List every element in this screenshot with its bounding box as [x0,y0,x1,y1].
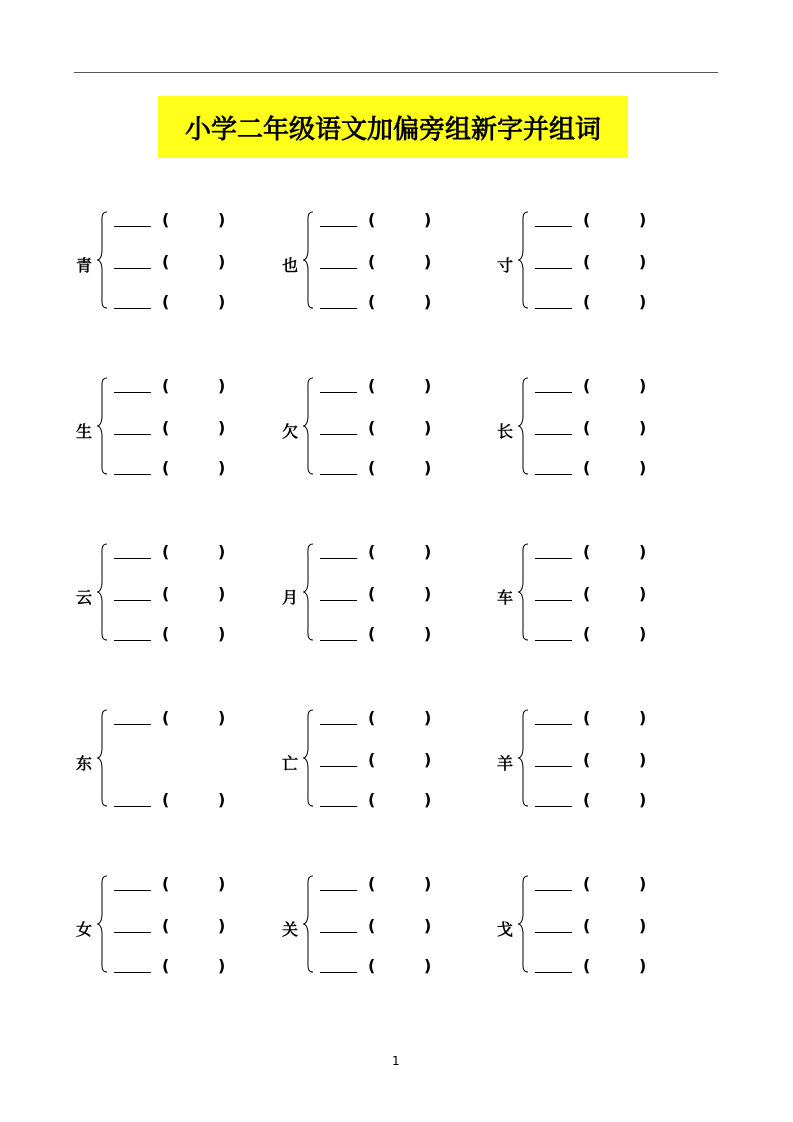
answer-line[interactable] [320,376,500,400]
answer-line[interactable] [320,956,500,980]
fill-in-blank[interactable] [114,474,151,475]
open-paren: ( [368,542,376,561]
answer-line[interactable] [114,542,294,566]
close-paren: ) [639,418,647,437]
fill-in-blank[interactable] [320,890,357,891]
answer-line[interactable] [535,750,715,774]
close-paren: ) [424,376,432,395]
close-paren: ) [424,292,432,311]
answer-line[interactable] [535,376,715,400]
open-paren: ( [162,458,170,477]
answer-line[interactable] [535,292,715,316]
close-paren: ) [639,292,647,311]
word-group [497,874,697,984]
word-group [497,210,697,320]
open-paren: ( [368,292,376,311]
open-paren: ( [162,252,170,271]
fill-in-blank[interactable] [535,268,572,269]
curly-brace-icon [96,874,108,974]
close-paren: ) [639,790,647,809]
answer-line[interactable] [320,210,500,234]
close-paren: ) [424,210,432,229]
close-paren: ) [639,624,647,643]
close-paren: ) [424,750,432,769]
open-paren: ( [583,708,591,727]
word-group [497,376,697,486]
fill-in-blank[interactable] [114,806,151,807]
close-paren: ) [424,790,432,809]
answer-line[interactable] [535,458,715,482]
open-paren: ( [162,584,170,603]
base-character: 长 [497,422,514,441]
answer-line[interactable] [320,292,500,316]
word-group [76,210,276,320]
answer-line[interactable] [114,916,294,940]
answer-line[interactable] [114,790,294,814]
fill-in-blank[interactable] [535,392,572,393]
answer-line[interactable] [320,584,500,608]
answer-line[interactable] [320,458,500,482]
close-paren: ) [639,750,647,769]
answer-line[interactable] [114,458,294,482]
open-paren: ( [368,624,376,643]
answer-line[interactable] [114,210,294,234]
open-paren: ( [162,790,170,809]
open-paren: ( [368,376,376,395]
open-paren: ( [162,956,170,975]
base-character: 东 [76,754,93,773]
word-group [282,542,482,652]
answer-line[interactable] [535,624,715,648]
answer-line[interactable] [535,542,715,566]
close-paren: ) [218,790,226,809]
open-paren: ( [583,584,591,603]
close-paren: ) [218,874,226,893]
fill-in-blank[interactable] [535,766,572,767]
close-paren: ) [218,376,226,395]
open-paren: ( [583,418,591,437]
open-paren: ( [368,790,376,809]
answer-line[interactable] [114,708,294,732]
close-paren: ) [218,624,226,643]
answer-line[interactable] [114,376,294,400]
fill-in-blank[interactable] [320,268,357,269]
answer-line[interactable] [320,542,500,566]
close-paren: ) [218,916,226,935]
curly-brace-icon [517,874,529,974]
close-paren: ) [218,418,226,437]
fill-in-blank[interactable] [320,806,357,807]
close-paren: ) [424,874,432,893]
close-paren: ) [218,542,226,561]
fill-in-blank[interactable] [114,558,151,559]
curly-brace-icon [302,376,314,476]
answer-line[interactable] [320,252,500,276]
word-group [282,376,482,486]
base-character: 车 [497,588,514,607]
open-paren: ( [368,418,376,437]
word-group [76,874,276,984]
word-group [76,542,276,652]
open-paren: ( [368,252,376,271]
curly-brace-icon [517,542,529,642]
fill-in-blank[interactable] [320,972,357,973]
fill-in-blank[interactable] [114,392,151,393]
fill-in-blank[interactable] [535,474,572,475]
fill-in-blank[interactable] [320,474,357,475]
close-paren: ) [424,624,432,643]
close-paren: ) [218,458,226,477]
fill-in-blank[interactable] [320,308,357,309]
close-paren: ) [639,956,647,975]
open-paren: ( [368,916,376,935]
fill-in-blank[interactable] [114,268,151,269]
answer-line[interactable] [114,418,294,442]
answer-line[interactable] [320,750,500,774]
word-group [282,874,482,984]
fill-in-blank[interactable] [320,600,357,601]
answer-line[interactable] [535,708,715,732]
answer-line[interactable] [320,418,500,442]
fill-in-blank[interactable] [114,434,151,435]
close-paren: ) [639,210,647,229]
answer-line[interactable] [114,292,294,316]
fill-in-blank[interactable] [114,308,151,309]
answer-line[interactable] [535,210,715,234]
curly-brace-icon [517,210,529,310]
word-group [282,708,482,818]
open-paren: ( [368,874,376,893]
fill-in-blank[interactable] [114,600,151,601]
close-paren: ) [218,252,226,271]
close-paren: ) [424,252,432,271]
fill-in-blank[interactable] [320,558,357,559]
fill-in-blank[interactable] [320,392,357,393]
curly-brace-icon [302,708,314,808]
close-paren: ) [424,458,432,477]
base-character: 亡 [282,754,299,773]
close-paren: ) [639,458,647,477]
curly-brace-icon [96,376,108,476]
answer-line[interactable] [535,916,715,940]
answer-line[interactable] [535,252,715,276]
base-character: 羊 [497,754,514,773]
close-paren: ) [218,292,226,311]
open-paren: ( [368,458,376,477]
close-paren: ) [218,210,226,229]
answer-line[interactable] [320,624,500,648]
base-character: 云 [76,588,93,607]
base-character: 月 [282,588,299,607]
open-paren: ( [583,542,591,561]
answer-line[interactable] [535,874,715,898]
open-paren: ( [162,292,170,311]
fill-in-blank[interactable] [535,434,572,435]
answer-line[interactable] [535,790,715,814]
answer-line[interactable] [535,956,715,980]
fill-in-blank[interactable] [114,640,151,641]
fill-in-blank[interactable] [320,724,357,725]
open-paren: ( [368,584,376,603]
fill-in-blank[interactable] [535,724,572,725]
close-paren: ) [218,708,226,727]
open-paren: ( [162,542,170,561]
open-paren: ( [368,750,376,769]
answer-line[interactable] [114,874,294,898]
open-paren: ( [583,458,591,477]
answer-line[interactable] [535,418,715,442]
base-character: 女 [76,920,93,939]
open-paren: ( [368,210,376,229]
open-paren: ( [583,292,591,311]
base-character: 关 [282,920,299,939]
answer-line[interactable] [320,916,500,940]
close-paren: ) [424,542,432,561]
answer-line[interactable] [114,584,294,608]
close-paren: ) [424,916,432,935]
close-paren: ) [639,542,647,561]
fill-in-blank[interactable] [114,972,151,973]
answer-line[interactable] [114,624,294,648]
base-character: 生 [76,422,93,441]
fill-in-blank[interactable] [114,890,151,891]
fill-in-blank[interactable] [320,434,357,435]
open-paren: ( [162,624,170,643]
open-paren: ( [368,708,376,727]
word-group [497,708,697,818]
answer-line[interactable] [114,956,294,980]
close-paren: ) [424,418,432,437]
close-paren: ) [639,916,647,935]
close-paren: ) [639,252,647,271]
close-paren: ) [639,874,647,893]
close-paren: ) [424,708,432,727]
fill-in-blank[interactable] [320,226,357,227]
base-character: 戈 [497,920,514,939]
curly-brace-icon [96,210,108,310]
answer-line[interactable] [320,874,500,898]
fill-in-blank[interactable] [535,640,572,641]
curly-brace-icon [96,542,108,642]
base-character: 寸 [497,256,514,275]
word-group [282,210,482,320]
curly-brace-icon [517,376,529,476]
base-character: 欠 [282,422,299,441]
word-group [497,542,697,652]
fill-in-blank[interactable] [535,932,572,933]
fill-in-blank[interactable] [114,932,151,933]
base-character: 青 [76,256,93,275]
close-paren: ) [218,584,226,603]
fill-in-blank[interactable] [114,226,151,227]
fill-in-blank[interactable] [535,226,572,227]
page-title: 小学二年级语文加偏旁组新字并组词 [158,96,628,158]
open-paren: ( [162,708,170,727]
open-paren: ( [583,624,591,643]
curly-brace-icon [302,210,314,310]
open-paren: ( [162,916,170,935]
curly-brace-icon [96,708,108,808]
fill-in-blank[interactable] [535,308,572,309]
fill-in-blank[interactable] [535,558,572,559]
open-paren: ( [162,418,170,437]
answer-line[interactable] [535,584,715,608]
open-paren: ( [162,210,170,229]
close-paren: ) [424,584,432,603]
answer-line[interactable] [114,252,294,276]
open-paren: ( [583,252,591,271]
close-paren: ) [424,956,432,975]
word-group [76,376,276,486]
open-paren: ( [583,790,591,809]
open-paren: ( [583,210,591,229]
fill-in-blank[interactable] [320,640,357,641]
fill-in-blank[interactable] [535,806,572,807]
close-paren: ) [639,376,647,395]
close-paren: ) [639,708,647,727]
fill-in-blank[interactable] [535,890,572,891]
curly-brace-icon [302,874,314,974]
curly-brace-icon [517,708,529,808]
open-paren: ( [583,874,591,893]
open-paren: ( [162,376,170,395]
open-paren: ( [583,916,591,935]
close-paren: ) [218,956,226,975]
open-paren: ( [162,874,170,893]
open-paren: ( [368,956,376,975]
open-paren: ( [583,956,591,975]
page-number: 1 [392,1054,400,1068]
fill-in-blank[interactable] [535,600,572,601]
answer-line[interactable] [320,790,500,814]
base-character: 也 [282,256,299,275]
word-group [76,708,276,818]
open-paren: ( [583,376,591,395]
close-paren: ) [639,584,647,603]
fill-in-blank[interactable] [320,932,357,933]
answer-line[interactable] [320,708,500,732]
fill-in-blank[interactable] [535,972,572,973]
open-paren: ( [583,750,591,769]
fill-in-blank[interactable] [320,766,357,767]
fill-in-blank[interactable] [114,724,151,725]
curly-brace-icon [302,542,314,642]
